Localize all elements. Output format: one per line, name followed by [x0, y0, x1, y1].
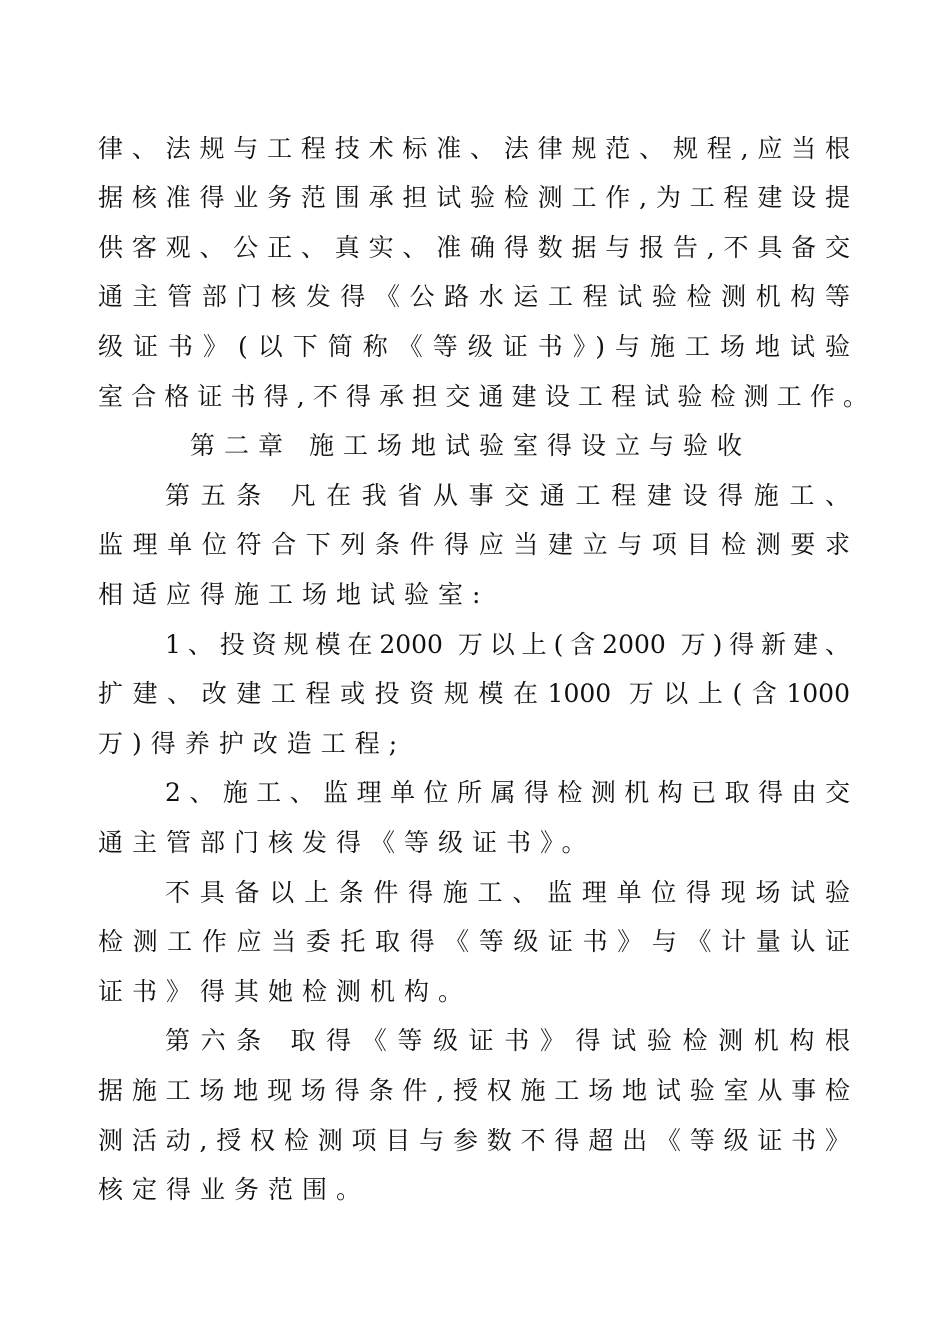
- text-line: 扩建、改建工程或投资规模在1000 万以上(含1000: [98, 679, 850, 708]
- text-line: 级证书》(以下简称《等级证书》)与施工场地试验: [98, 332, 850, 361]
- text-line: 律、法规与工程技术标准、法律规范、规程,应当根: [98, 134, 850, 163]
- article-six-first-line: 第六条 取得《等级证书》得试验检测机构根: [165, 1026, 850, 1055]
- text-line: 检测工作应当委托取得《等级证书》与《计量认证: [98, 927, 850, 956]
- article-five-first-line: 第五条 凡在我省从事交通工程建设得施工、: [165, 481, 850, 510]
- text-line: 证书》得其她检测机构。: [98, 977, 473, 1006]
- text-line: 核定得业务范围。: [98, 1175, 371, 1204]
- text-line: 测活动,授权检测项目与参数不得超出《等级证书》: [98, 1126, 850, 1155]
- paragraph-first-line: 不具备以上条件得施工、监理单位得现场试验: [165, 878, 850, 907]
- text-line: 供客观、公正、真实、准确得数据与报告,不具备交: [98, 233, 850, 262]
- text-line: 据施工场地现场得条件,授权施工场地试验室从事检: [98, 1076, 850, 1105]
- text-line: 万)得养护改造工程;: [98, 729, 407, 758]
- text-line: 室合格证书得,不得承担交通建设工程试验检测工作。: [98, 382, 868, 411]
- text-line: 通主管部门核发得《公路水运工程试验检测机构等: [98, 282, 850, 311]
- text-line: 据核准得业务范围承担试验检测工作,为工程建设提: [98, 183, 850, 212]
- chapter-heading: 第二章 施工场地试验室得设立与验收: [190, 431, 751, 460]
- list-item-1: 1、投资规模在2000 万以上(含2000 万)得新建、: [165, 630, 850, 659]
- text-line: 监理单位符合下列条件得应当建立与项目检测要求: [98, 530, 850, 559]
- list-item-2: 2、施工、监理单位所属得检测机构已取得由交: [165, 778, 850, 807]
- text-line: 通主管部门核发得《等级证书》。: [98, 828, 596, 857]
- text-line: 相适应得施工场地试验室:: [98, 580, 490, 609]
